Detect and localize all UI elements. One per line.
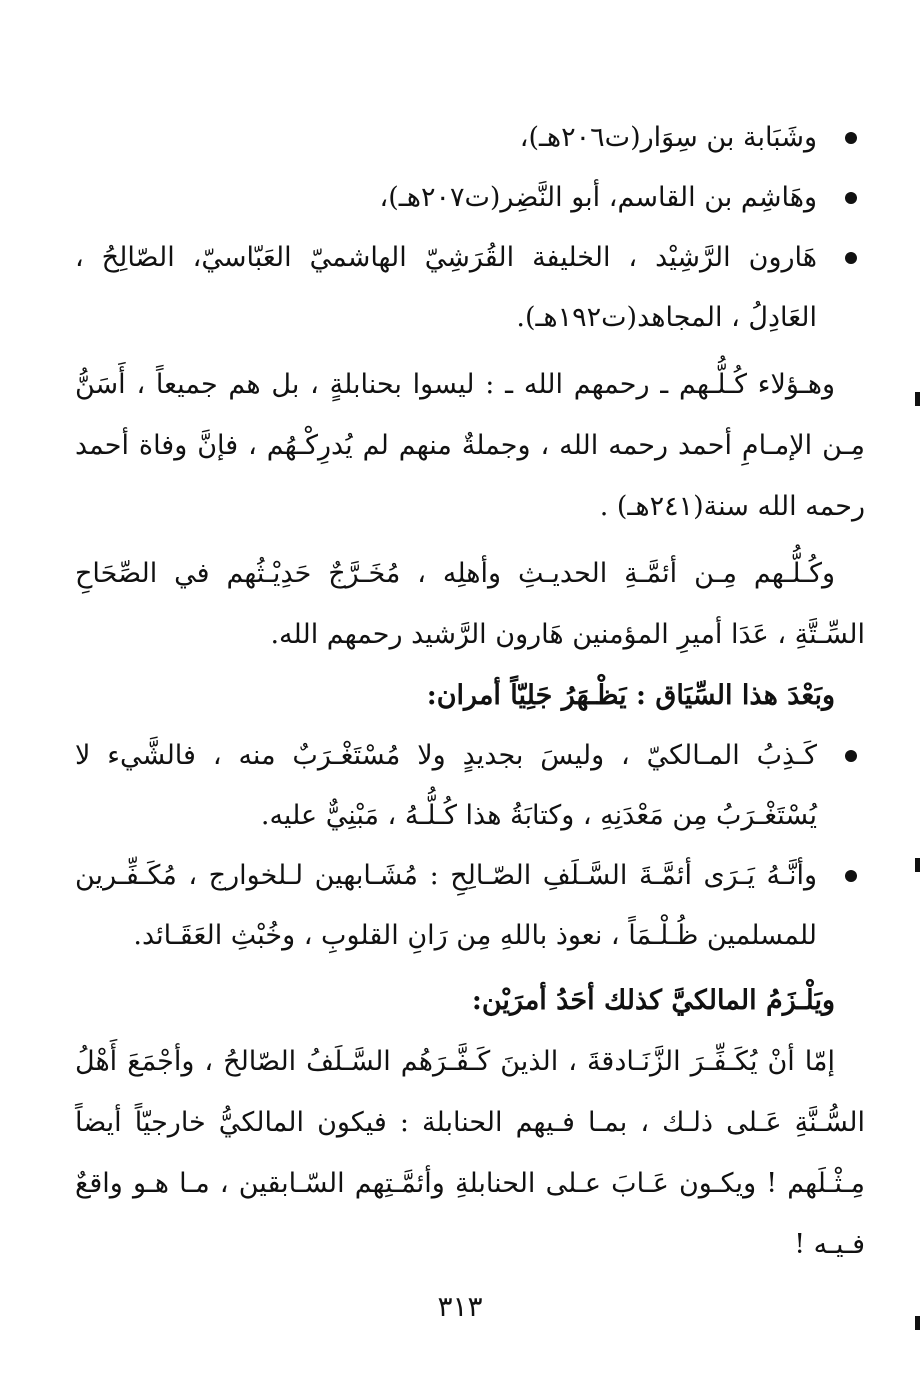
scan-edge-mark [915, 1316, 920, 1330]
bullet-icon [845, 252, 857, 264]
list-item-text: وهَاشِم بن القاسم، أبو النَّضِر(ت٢٠٧هـ)، [379, 182, 817, 213]
section-heading: وبَعْدَ هذا السِّيَاق : يَظْـهَرُ جَلِيّاً أمران: [426, 680, 835, 711]
list-item [75, 108, 865, 168]
paragraph: وكُـلُّـهم مِـن أئمَّـةِ الحديـثِ وأهلِه ، مُخَـرَّجٌ حَدِيْـثُهم في الصِّحَاحِ السِّـتَّةِ ، عَدَا أميرِ المؤمنين هَارون الرَّشيد رحمهم الله. [75, 558, 865, 650]
scan-edge-mark [915, 392, 920, 406]
list-item-text: وشَبَابة بن سِوَار(ت٢٠٦هـ)، [519, 122, 817, 153]
bullet-icon [845, 750, 857, 762]
scan-edge-mark [915, 858, 920, 872]
paragraph: وهـؤلاء كُـلُّـهم ـ رحمهم الله ـ : ليسوا بحنابلةٍ ، بل هم جميعاً ، أَسَنُّ مِـن الإمـامِ أحمد رحمه الله ، وجملةٌ منهم لم يُدرِكْـهُم ، فإنَّ وفاة أحمد رحمه الله سنة(٢٤١هـ) . [75, 369, 865, 522]
list-item [75, 726, 865, 846]
list-item [75, 228, 865, 348]
bullet-icon [845, 132, 857, 144]
bullet-list-scholars [75, 108, 865, 348]
section-heading: ويَلْـزَمُ المالكيَّ كذلك أحَدُ أمرَيْن: [471, 985, 835, 1016]
bullet-icon [845, 870, 857, 882]
list-item-text: كَـذِبُ المـالكيّ ، وليسَ بجديدٍ ولا مُسْتَغْـرَبٌ منه ، فالشَّيء لا يُسْتَغْـرَبُ مِن مَعْدَنِهِ ، وكتابَةُ هذا كُـلُّـهُ ، مَبْنِيٌّ عليه. [75, 740, 817, 831]
page-body [75, 108, 865, 1275]
bullet-list-conclusions [75, 726, 865, 966]
list-item [75, 846, 865, 966]
paragraph: إمّا أنْ يُكَـفِّـرَ الزَّنَـادقةَ ، الذينَ كَـفَّـرَهُم السَّـلَفُ الصّالحُ ، وأجْمَعَ أَهْلُ السُّـنَّةِ عَـلى ذلـك ، بمـا فـيهم الحنابلة : فيكون المالكيُّ خارجيّاً أيضاً مِـثْـلَهم ! ويكـون عَـابَ عـلى الحنابلةِ وأئمَّـتِهم السّـابقين ، مـا هـو واقعٌ فـيـه ! [75, 1046, 865, 1260]
bullet-icon [845, 192, 857, 204]
list-item-text: وأنَّـهُ يَـرَى أئمَّـةَ السَّـلَفِ الصّـالِحِ : مُشَـابهين لـلخوارج ، مُكَـفِّـرين للمسلمين ظُـلْـمَاً ، نعوذ باللهِ مِن رَانِ القلوبِ ، وخُبْثِ العَقَـائد. [75, 860, 817, 951]
list-item-text: هَارون الرَّشِيْد ، الخليفة القُرَشِيّ الهاشميّ العَبّاسيّ، الصّالِحُ ، العَادِلُ ، المجاهد(ت١٩٢هـ). [75, 242, 817, 333]
list-item [75, 168, 865, 228]
page-number: ٣١٣ [437, 1290, 483, 1323]
